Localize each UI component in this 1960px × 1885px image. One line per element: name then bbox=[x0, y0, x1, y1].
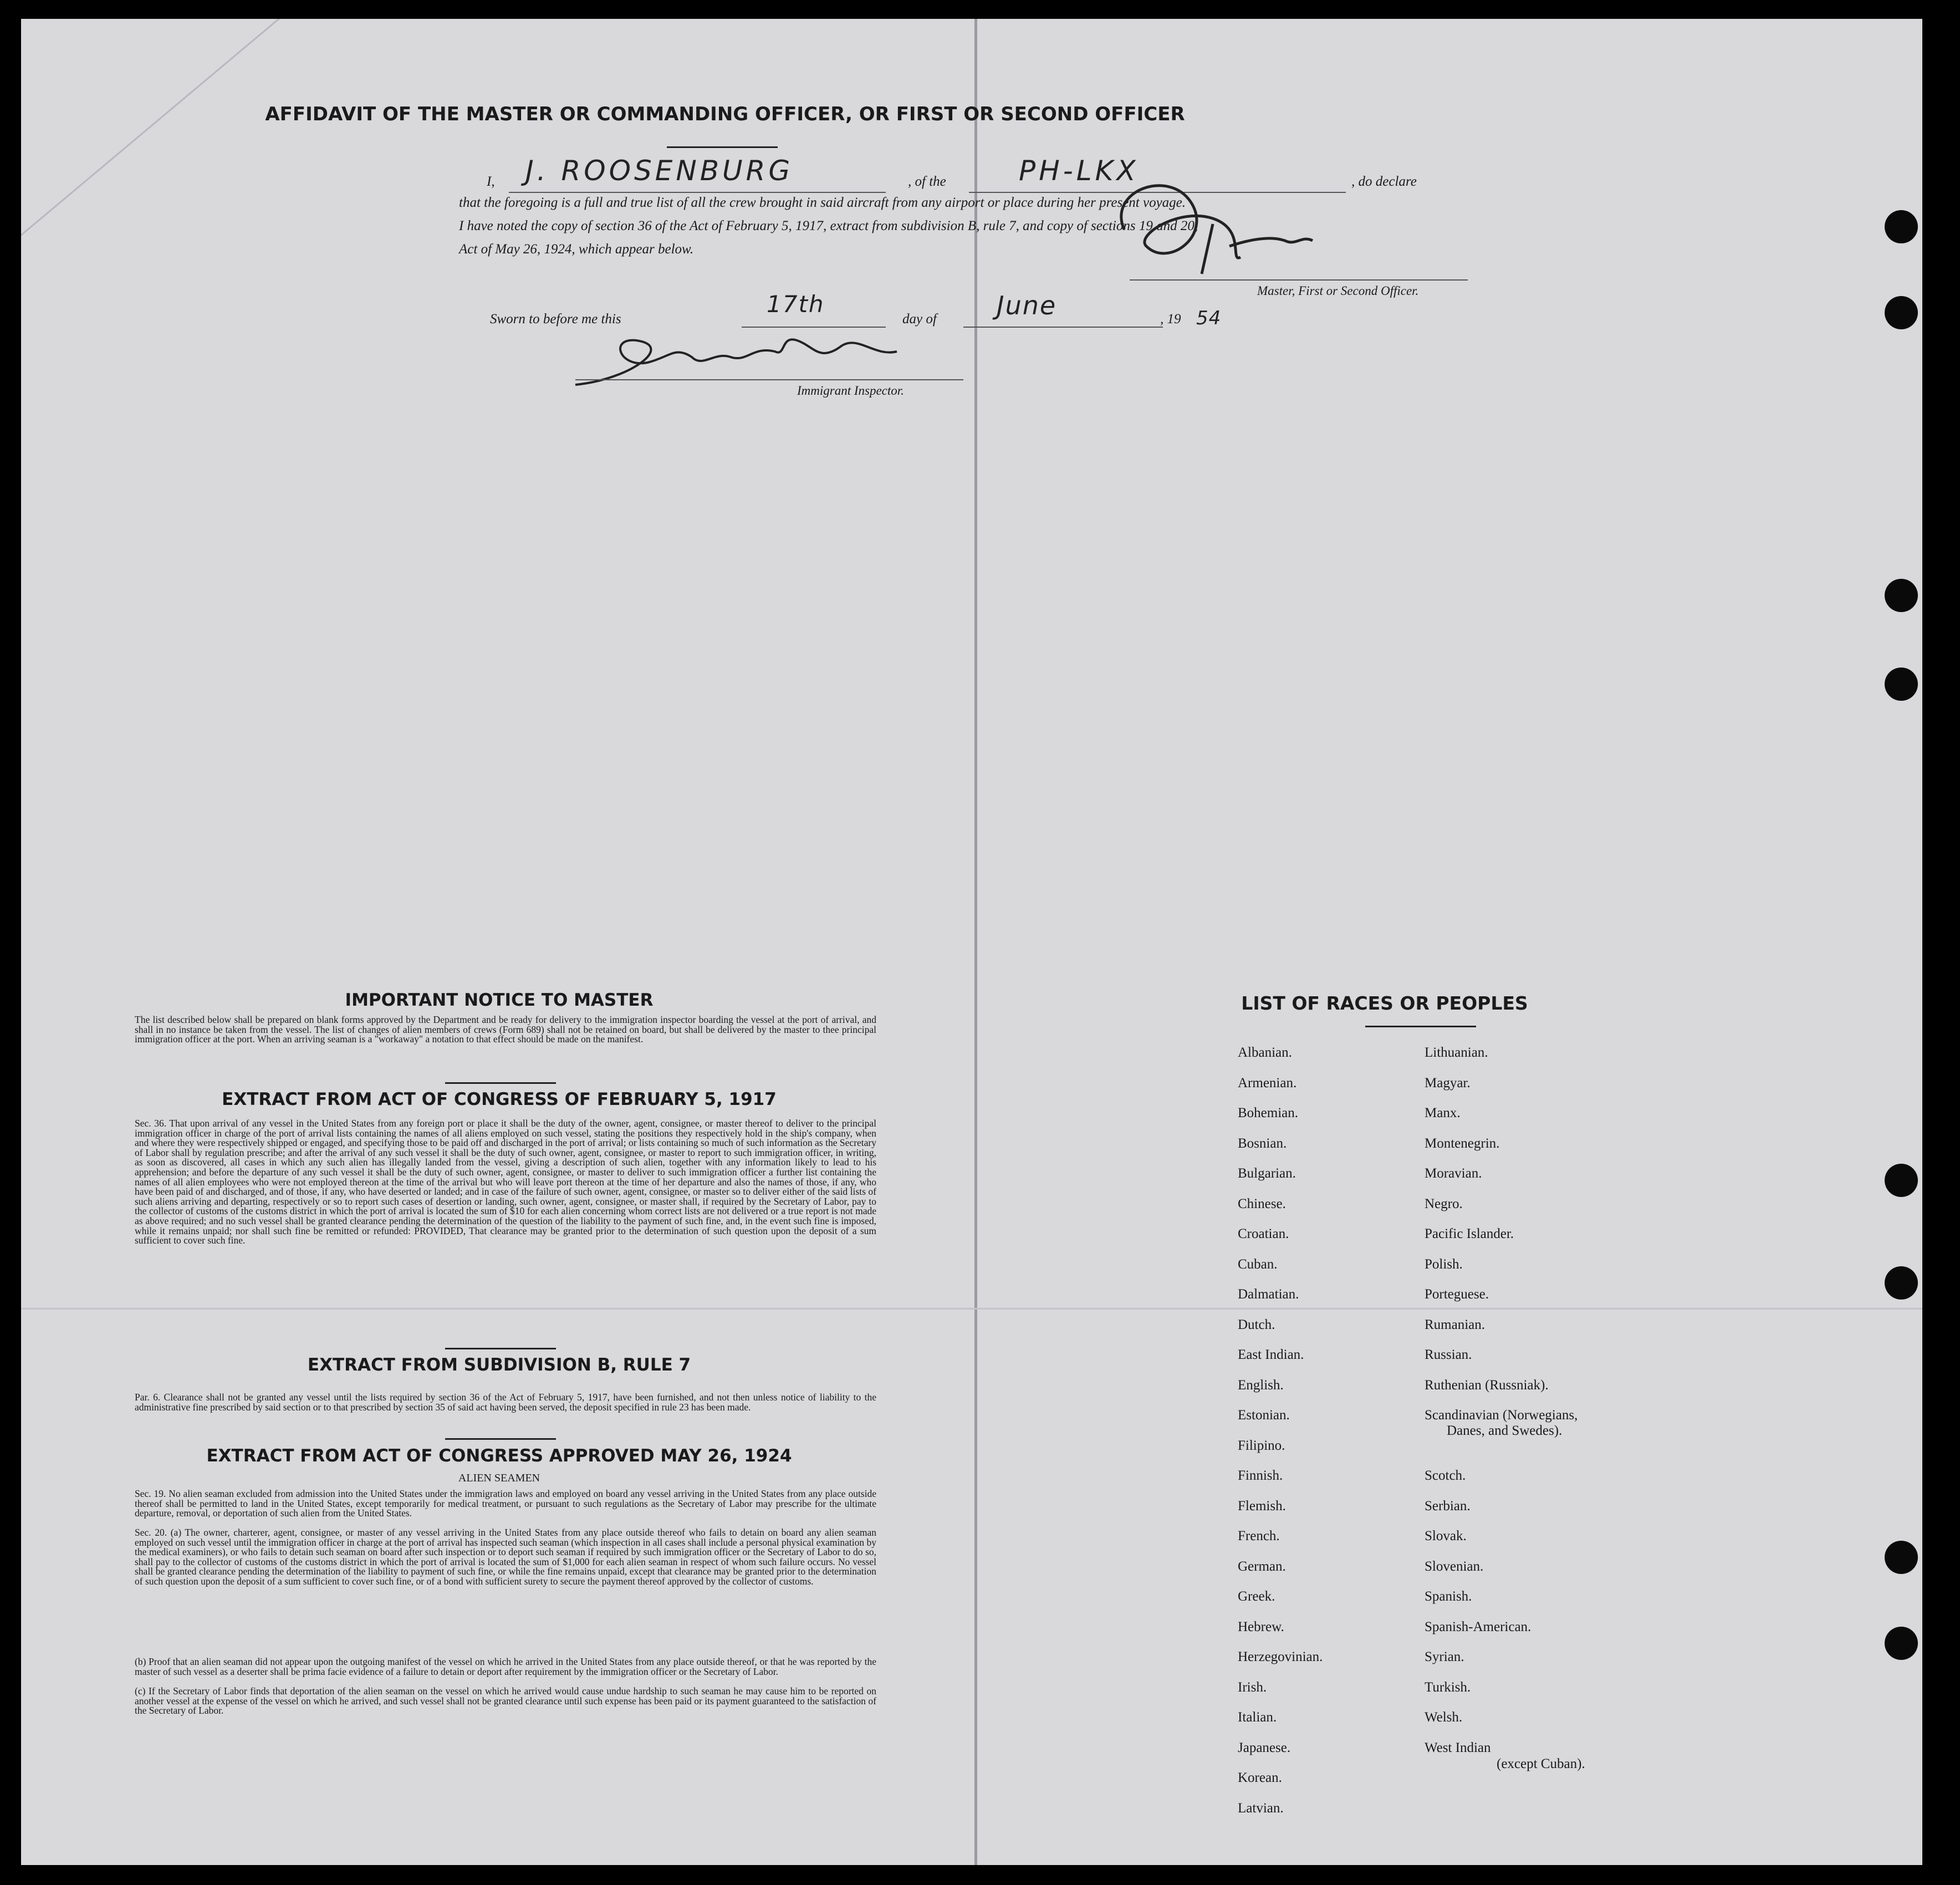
race-item: Latvian. bbox=[1238, 1800, 1284, 1816]
day-of-label: day of bbox=[902, 312, 937, 327]
race-item: Negro. bbox=[1425, 1196, 1463, 1211]
race-item-continuation: (except Cuban). bbox=[1497, 1756, 1585, 1771]
master-caption: Master, First or Second Officer. bbox=[1257, 284, 1419, 298]
sec-19-text: Sec. 19. No alien seaman excluded from admission into the United States under the immigration laws and employed on board any vessel arriving in the United States from any place outside thereof shall be permitted to land in the United States, except temporarily for medical treatment, or pursuant to such regulations as the Secretary of Labor may prescribe for the ultimate departure, removal, or deportation of such alien from the United States. bbox=[135, 1488, 876, 1519]
race-item: Slovenian. bbox=[1425, 1558, 1484, 1574]
race-item: Estonian. bbox=[1238, 1408, 1290, 1423]
race-item: Flemish. bbox=[1238, 1498, 1286, 1514]
races-divider bbox=[1365, 1026, 1476, 1027]
race-item: Irish. bbox=[1238, 1679, 1267, 1695]
sec-20b-text: (b) Proof that an alien seaman did not appear upon the outgoing manifest of the vessel on which he arrived in the United States from any place outside thereof, or that he was reported by the master of such vessel as a deserter shall be prima facie evidence of a failure to detain or deport after requirement by the immigration officer or the Secretary of Labor. bbox=[135, 1656, 876, 1677]
race-item: Herzegovinian. bbox=[1238, 1649, 1323, 1664]
race-item: East Indian. bbox=[1238, 1347, 1304, 1362]
name-underline bbox=[509, 192, 886, 193]
race-item: Bosnian. bbox=[1238, 1135, 1287, 1151]
punch-hole-icon bbox=[1885, 1164, 1918, 1197]
races-title: LIST OF RACES OR PEOPLES bbox=[1241, 992, 1528, 1014]
race-item: Polish. bbox=[1425, 1256, 1463, 1272]
race-item: Welsh. bbox=[1425, 1710, 1463, 1725]
race-item: Chinese. bbox=[1238, 1196, 1286, 1211]
race-item: Armenian. bbox=[1238, 1075, 1297, 1091]
race-item: Scandinavian (Norwegians, bbox=[1425, 1408, 1578, 1423]
race-item: Bohemian. bbox=[1238, 1105, 1299, 1120]
race-item: Slovak. bbox=[1425, 1529, 1467, 1543]
diagonal-fold-crease bbox=[21, 19, 493, 375]
section-divider bbox=[445, 1438, 556, 1440]
notice-title: IMPORTANT NOTICE TO MASTER bbox=[345, 990, 654, 1010]
year-handwritten: 54 bbox=[1196, 307, 1222, 329]
race-item: Italian. bbox=[1238, 1710, 1277, 1725]
race-item: Filipino. bbox=[1238, 1438, 1285, 1453]
race-item: Montenegrin. bbox=[1425, 1135, 1500, 1151]
punch-hole-icon bbox=[1885, 1266, 1918, 1300]
race-item: Finnish. bbox=[1238, 1468, 1283, 1483]
day-handwritten: 17th bbox=[767, 291, 825, 318]
race-item: Magyar. bbox=[1425, 1075, 1471, 1091]
of-the-label: , of the bbox=[908, 174, 946, 189]
affidavit-i-prefix: I, bbox=[487, 174, 495, 189]
race-item: West Indian bbox=[1425, 1740, 1491, 1755]
race-item: Hebrew. bbox=[1238, 1619, 1284, 1634]
master-name-handwritten: J. ROOSENBURG bbox=[525, 155, 794, 187]
year-prefix: , 19 bbox=[1160, 312, 1181, 327]
document-page bbox=[21, 19, 1922, 1865]
race-item: Spanish. bbox=[1425, 1589, 1472, 1604]
sworn-label: Sworn to before me this bbox=[490, 312, 621, 327]
section-divider bbox=[445, 1348, 556, 1349]
affidavit-line-3: I have noted the copy of section 36 of the Act of February 5, 1917, extract from subdivision B, rule 7, and copy of sections 19 and 20, bbox=[459, 218, 1198, 233]
race-item: Croatian. bbox=[1238, 1226, 1289, 1241]
rule-7-text: Par. 6. Clearance shall not be granted any vessel until the lists required by section 36 of the Act of February 5, 1917, have been furnished, and not then unless notice of liability to the administrative fine prescribed by said section or to that prescribed by section 35 of said act having been served, the deposit specified in rule 23 has been made. bbox=[135, 1392, 876, 1413]
race-item: Cuban. bbox=[1238, 1256, 1278, 1272]
rule-7-title: EXTRACT FROM SUBDIVISION B, RULE 7 bbox=[307, 1355, 691, 1375]
race-item: Scotch. bbox=[1425, 1468, 1466, 1483]
inspector-signature-line bbox=[575, 379, 963, 380]
race-item: English. bbox=[1238, 1377, 1284, 1393]
extract-1917-title: EXTRACT FROM ACT OF CONGRESS OF FEBRUARY 5, 1917 bbox=[222, 1089, 777, 1109]
alien-seamen-subtitle: ALIEN SEAMEN bbox=[458, 1472, 540, 1484]
horizontal-fold-crease bbox=[21, 1308, 1922, 1310]
notice-text: The list described below shall be prepared on blank forms approved by the Department and be ready for delivery to the immigration inspector boarding the vessel at the port of arrival, and shall in no instance be taken from the vessel. The list of changes of alien members of crews (Form 689) shall not be retained on board, but shall be delivered by the master to thee principal immigration officer at the port. When an arriving seaman is a "workaway" a notation to that effect should be made on the manifest. bbox=[135, 1014, 876, 1045]
race-item: Turkish. bbox=[1425, 1679, 1471, 1695]
race-item-continuation: Danes, and Swedes). bbox=[1447, 1423, 1563, 1438]
title-divider bbox=[667, 146, 778, 148]
race-item: Spanish-American. bbox=[1425, 1619, 1532, 1634]
punch-hole-icon bbox=[1885, 579, 1918, 612]
race-item: Greek. bbox=[1238, 1589, 1275, 1604]
race-item: French. bbox=[1238, 1529, 1280, 1543]
race-item: Manx. bbox=[1425, 1105, 1461, 1120]
race-item: Dalmatian. bbox=[1238, 1287, 1299, 1302]
punch-hole-icon bbox=[1885, 668, 1918, 701]
race-item: Syrian. bbox=[1425, 1649, 1464, 1664]
extract-1917-text: Sec. 36. That upon arrival of any vessel in the United States from any foreign port or place it shall be the duty of the owner, agent, consignee, or master thereof to deliver to the principal immigration officer in charge of the port of arrival lists containing the names of all aliens employed on such vessel, stating the positions they respectively hold in the ship's company, when and where they were respectively shipped or engaged, and specifying those to be paid off and discharged in the port of arrival; or lists containing so much of such information as the Secretary of Labor shall by regulation prescribe; and after the arrival of any such vessel it shall be the duty of such owner, agent, consignee, or master to report to such immigration officer, in writing, as soon as discovered, all cases in which any such alien has illegally landed from the vessel, giving a description of such alien, together with any information likely to lead to his apprehension; and before the departure of any such vessel it shall be the duty of such owner, agent, consignee, or master to deliver to such immigration officer a further list containing the names of all alien employees who were not employed thereon at the time of the arrival but who will leave port thereon at the time of her departure and also the names of those, if any, who have been paid of and discharged, and of those, if any, who have deserted or landed; and in case of the failure of such owner, agent, consignee, or master so to deliver either of the said lists of such aliens arriving and departing, respectively or so to report such cases of desertion or landing, such owner, agent, consignee, or master shall, if required by the Secretary of Labor, pay to the collector of customs of the customs district in which the port of arrival is located the sum of $10 for each alien concerning whom correct lists are not delivered or a true report is not made as above required; and no such vessel shall be granted clearance pending the determination of the question of the liability to the payment of such fine, and, in the event such fine is imposed, while it remains unpaid; nor shall such fine be remitted or refunded: PROVIDED, That clearance may be granted prior to the determination of such question upon the deposit of a sum sufficient to cover such fine. bbox=[135, 1118, 876, 1246]
punch-hole-icon bbox=[1885, 210, 1918, 243]
master-signature-line bbox=[1130, 279, 1468, 281]
punch-hole-icon bbox=[1885, 296, 1918, 329]
section-divider bbox=[445, 1082, 556, 1084]
race-item: Russian. bbox=[1425, 1347, 1472, 1362]
month-handwritten: June bbox=[997, 291, 1057, 320]
affidavit-line-2: that the foregoing is a full and true list of all the crew brought in said aircraft from any airport or place during her present voyage. bbox=[459, 195, 1186, 210]
sec-20a-text: Sec. 20. (a) The owner, charterer, agent, consignee, or master of any vessel arriving in the United States from any place outside thereof who fails to detain on board any alien seaman employed on such vessel until the immigration officer in charge at the port of arrival has inspected such seaman (which inspection in all cases shall include a personal physical examination by the medical examiners), or who fails to detain such seaman on board after such inspection or to deport such seaman if required by such immigration officer or the Secretary of Labor to do so, shall pay to the collector of customs of the customs district in which the port of arrival is located the sum of $1,000 for each alien seaman in respect of whom such failure occurs. No vessel shall be granted clearance pending the determination of the liability to payment of such fine, or while the fine remains unpaid, except that clearance may be granted prior to the determination of such question upon the deposit of a sum sufficient to cover such fine, or of a bond with sufficient surety to secure the payment thereof approved by the collector of customs. bbox=[135, 1527, 876, 1587]
affidavit-title: AFFIDAVIT OF THE MASTER OR COMMANDING OFFICER, OR FIRST OR SECOND OFFICER bbox=[265, 103, 1185, 125]
race-item: Porteguese. bbox=[1425, 1287, 1489, 1302]
race-item: Lithuanian. bbox=[1425, 1045, 1488, 1060]
race-item: Serbian. bbox=[1425, 1498, 1471, 1514]
race-item: Dutch. bbox=[1238, 1317, 1275, 1332]
race-item: Albanian. bbox=[1238, 1045, 1292, 1060]
inspector-caption: Immigrant Inspector. bbox=[797, 384, 904, 398]
race-item: German. bbox=[1238, 1558, 1286, 1574]
sec-20c-text: (c) If the Secretary of Labor finds that deportation of the alien seaman on the vessel on which he arrived would cause undue hardship to such seaman he may cause him to be reported on another vessel at the expense of the vessel on which he arrived, and such vessel shall not be granted clearance until such expense has been paid or its payment guaranteed to the satisfaction of the Secretary of Labor. bbox=[135, 1685, 876, 1716]
race-item: Korean. bbox=[1238, 1770, 1282, 1785]
race-item: Moravian. bbox=[1425, 1166, 1482, 1181]
race-item: Japanese. bbox=[1238, 1740, 1291, 1755]
affidavit-line-4: Act of May 26, 1924, which appear below. bbox=[459, 242, 694, 257]
vertical-fold-crease bbox=[974, 19, 977, 1865]
race-item: Rumanian. bbox=[1425, 1317, 1486, 1332]
punch-hole-icon bbox=[1885, 1627, 1918, 1660]
race-item: Bulgarian. bbox=[1238, 1166, 1296, 1181]
punch-hole-icon bbox=[1885, 1541, 1918, 1574]
aircraft-handwritten: PH-LKX bbox=[1019, 155, 1139, 187]
month-underline bbox=[963, 327, 1163, 328]
extract-1924-title: EXTRACT FROM ACT OF CONGRESS APPROVED MAY 26, 1924 bbox=[206, 1446, 792, 1466]
do-declare-label: , do declare bbox=[1351, 174, 1417, 189]
race-item: Ruthenian (Russniak). bbox=[1425, 1377, 1549, 1393]
race-item: Pacific Islander. bbox=[1425, 1226, 1514, 1241]
